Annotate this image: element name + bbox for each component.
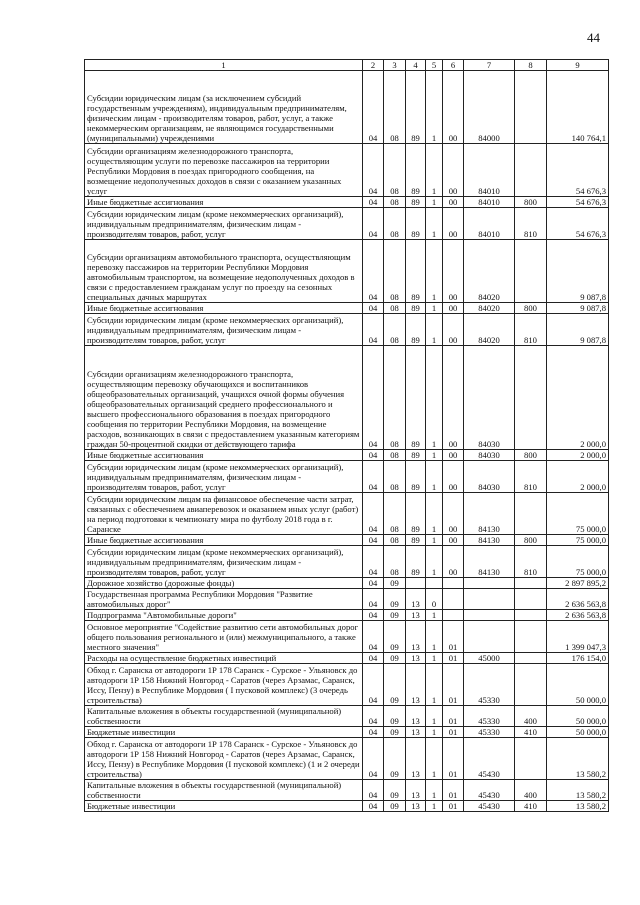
section-code-cell: 04 — [363, 780, 384, 801]
row-name-cell: Иные бюджетные ассигнования — [85, 303, 363, 314]
expense-type-code-cell: 810 — [515, 461, 547, 493]
subsection-code-cell: 09 — [384, 801, 406, 812]
table-row — [85, 706, 609, 727]
section-code-cell: 04 — [363, 578, 384, 589]
subsection-code-cell: 09 — [384, 610, 406, 621]
table-row — [85, 346, 609, 450]
direction-code-cell — [464, 610, 515, 621]
section-code-cell: 04 — [363, 303, 384, 314]
header-cell: 6 — [443, 60, 464, 71]
direction-code-cell: 84030 — [464, 461, 515, 493]
subsection-code-cell: 09 — [384, 578, 406, 589]
subprogram-code-cell: 1 — [426, 610, 443, 621]
table-row — [85, 780, 609, 801]
amount-cell: 1 399 047,3 — [547, 621, 609, 653]
amount-cell: 9 087,8 — [547, 303, 609, 314]
expense-type-code-cell: 810 — [515, 314, 547, 346]
subsection-code-cell: 09 — [384, 589, 406, 610]
table-row — [85, 546, 609, 578]
section-code-cell: 04 — [363, 71, 384, 144]
event-code-cell: 00 — [443, 314, 464, 346]
subsection-code-cell: 08 — [384, 535, 406, 546]
expense-type-code-cell — [515, 240, 547, 303]
program-code-cell: 89 — [406, 546, 426, 578]
program-code-cell: 13 — [406, 664, 426, 706]
amount-cell: 50 000,0 — [547, 727, 609, 738]
direction-code-cell: 84130 — [464, 493, 515, 535]
row-name-cell: Капитальные вложения в объекты государственной (муниципальной) собственности — [85, 780, 363, 801]
direction-code-cell: 84130 — [464, 535, 515, 546]
amount-cell: 75 000,0 — [547, 535, 609, 546]
program-code-cell: 13 — [406, 727, 426, 738]
section-code-cell: 04 — [363, 346, 384, 450]
event-code-cell: 01 — [443, 738, 464, 780]
event-code-cell: 00 — [443, 535, 464, 546]
subsection-code-cell: 08 — [384, 493, 406, 535]
program-code-cell: 89 — [406, 493, 426, 535]
event-code-cell: 00 — [443, 303, 464, 314]
subsection-code-cell: 09 — [384, 621, 406, 653]
subprogram-code-cell: 1 — [426, 303, 443, 314]
expense-type-code-cell: 810 — [515, 208, 547, 240]
subprogram-code-cell: 1 — [426, 706, 443, 727]
table-row — [85, 197, 609, 208]
expense-type-code-cell: 400 — [515, 706, 547, 727]
direction-code-cell: 84000 — [464, 71, 515, 144]
program-code-cell: 13 — [406, 610, 426, 621]
table-row — [85, 303, 609, 314]
event-code-cell: 01 — [443, 801, 464, 812]
amount-cell: 2 636 563,8 — [547, 610, 609, 621]
subsection-code-cell: 08 — [384, 197, 406, 208]
table-row — [85, 589, 609, 610]
subprogram-code-cell: 1 — [426, 801, 443, 812]
table-row — [85, 314, 609, 346]
program-code-cell: 89 — [406, 208, 426, 240]
row-name-cell: Расходы на осуществление бюджетных инвестиций — [85, 653, 363, 664]
amount-cell: 2 000,0 — [547, 346, 609, 450]
event-code-cell — [443, 589, 464, 610]
direction-code-cell: 84010 — [464, 197, 515, 208]
header-cell: 8 — [515, 60, 547, 71]
amount-cell: 2 636 563,8 — [547, 589, 609, 610]
subprogram-code-cell — [426, 578, 443, 589]
amount-cell: 54 676,3 — [547, 197, 609, 208]
expense-type-code-cell — [515, 589, 547, 610]
subprogram-code-cell: 1 — [426, 535, 443, 546]
header-cell: 7 — [464, 60, 515, 71]
row-name-cell: Бюджетные инвестиции — [85, 801, 363, 812]
section-code-cell: 04 — [363, 738, 384, 780]
table-row — [85, 461, 609, 493]
subsection-code-cell: 08 — [384, 144, 406, 197]
section-code-cell: 04 — [363, 621, 384, 653]
amount-cell: 2 000,0 — [547, 461, 609, 493]
expense-type-code-cell: 800 — [515, 197, 547, 208]
expense-type-code-cell — [515, 621, 547, 653]
event-code-cell: 00 — [443, 346, 464, 450]
expense-type-code-cell: 410 — [515, 727, 547, 738]
row-name-cell: Субсидии организациям автомобильного транспорта, осуществляющим перевозку пассажиров на территории Республики Мордовия автомобильным транспортом, на возмещение недополученных доходов в связи с предоставлением гражданам услуг по проезду на сезонных специальных дачных маршрутах — [85, 240, 363, 303]
program-code-cell: 89 — [406, 197, 426, 208]
table-row — [85, 144, 609, 197]
subsection-code-cell: 09 — [384, 738, 406, 780]
subprogram-code-cell: 1 — [426, 621, 443, 653]
program-code-cell: 89 — [406, 144, 426, 197]
section-code-cell: 04 — [363, 144, 384, 197]
amount-cell: 50 000,0 — [547, 664, 609, 706]
subsection-code-cell: 09 — [384, 653, 406, 664]
amount-cell: 140 764,1 — [547, 71, 609, 144]
expense-type-code-cell — [515, 346, 547, 450]
event-code-cell: 00 — [443, 493, 464, 535]
subprogram-code-cell: 1 — [426, 346, 443, 450]
row-name-cell: Обход г. Саранска от автодороги 1Р 178 Саранск - Сурское - Ульяновск до автодороги 1Р 158 Нижний Новгород - Саратов (через Арзамас, Саранск, Исcу, Пензу) в Республике Мордовия ( I пусковой комплекс) (3 очередь строительства) — [85, 664, 363, 706]
section-code-cell: 04 — [363, 727, 384, 738]
subprogram-code-cell: 1 — [426, 493, 443, 535]
amount-cell: 2 897 895,2 — [547, 578, 609, 589]
section-code-cell: 04 — [363, 208, 384, 240]
program-code-cell: 13 — [406, 780, 426, 801]
program-code-cell: 13 — [406, 801, 426, 812]
program-code-cell: 89 — [406, 450, 426, 461]
expense-type-code-cell — [515, 71, 547, 144]
event-code-cell: 00 — [443, 450, 464, 461]
subsection-code-cell: 08 — [384, 208, 406, 240]
header-cell: 3 — [384, 60, 406, 71]
subprogram-code-cell: 1 — [426, 314, 443, 346]
expense-type-code-cell — [515, 664, 547, 706]
row-name-cell: Государственная программа Республики Мордовия "Развитие автомобильных дорог" — [85, 589, 363, 610]
table-row — [85, 450, 609, 461]
row-name-cell: Подпрограмма "Автомобильные дороги" — [85, 610, 363, 621]
direction-code-cell: 84020 — [464, 314, 515, 346]
row-name-cell: Иные бюджетные ассигнования — [85, 197, 363, 208]
expense-type-code-cell: 410 — [515, 801, 547, 812]
table-row — [85, 610, 609, 621]
subsection-code-cell: 08 — [384, 450, 406, 461]
amount-cell: 9 087,8 — [547, 240, 609, 303]
program-code-cell: 89 — [406, 535, 426, 546]
event-code-cell: 00 — [443, 208, 464, 240]
section-code-cell: 04 — [363, 610, 384, 621]
subprogram-code-cell: 1 — [426, 461, 443, 493]
program-code-cell: 89 — [406, 346, 426, 450]
direction-code-cell: 84020 — [464, 240, 515, 303]
subprogram-code-cell: 1 — [426, 780, 443, 801]
header-row — [85, 60, 609, 71]
subprogram-code-cell: 1 — [426, 450, 443, 461]
event-code-cell: 01 — [443, 727, 464, 738]
subprogram-code-cell: 1 — [426, 240, 443, 303]
program-code-cell: 89 — [406, 240, 426, 303]
row-name-cell: Субсидии юридическим лицам (кроме некоммерческих организаций), индивидуальным предпринимателям, физическим лицам - производителям товаров, работ, услуг — [85, 461, 363, 493]
direction-code-cell: 45430 — [464, 801, 515, 812]
event-code-cell: 01 — [443, 706, 464, 727]
direction-code-cell: 84030 — [464, 346, 515, 450]
event-code-cell: 01 — [443, 653, 464, 664]
table-row — [85, 653, 609, 664]
row-name-cell: Капитальные вложения в объекты государственной (муниципальной) собственности — [85, 706, 363, 727]
row-name-cell: Субсидии юридическим лицам (кроме некоммерческих организаций), индивидуальным предпринимателям, физическим лицам - производителям товаров, работ, услуг — [85, 314, 363, 346]
expense-type-code-cell — [515, 738, 547, 780]
header-cell: 4 — [406, 60, 426, 71]
section-code-cell: 04 — [363, 314, 384, 346]
amount-cell: 13 580,2 — [547, 801, 609, 812]
subprogram-code-cell: 1 — [426, 664, 443, 706]
expense-type-code-cell — [515, 493, 547, 535]
direction-code-cell: 84020 — [464, 303, 515, 314]
table-row — [85, 240, 609, 303]
table-row — [85, 801, 609, 812]
section-code-cell: 04 — [363, 706, 384, 727]
program-code-cell: 89 — [406, 314, 426, 346]
subsection-code-cell: 09 — [384, 664, 406, 706]
subsection-code-cell: 08 — [384, 314, 406, 346]
expense-type-code-cell: 800 — [515, 450, 547, 461]
expense-type-code-cell — [515, 578, 547, 589]
row-name-cell: Субсидии организациям железнодорожного транспорта, осуществляющим перевозку обучающихся и воспитанников общеобразовательных организаций, учащихся очной формы обучения общеобразовательных организаций среднего профессионального и высшего профессионального образования в поездах пригородного сообщения по территории Республики Мордовия, на возмещение расходов, возникающих в связи с предоставлением указанным категориям граждан 50-процентной скидки от действующего тарифа — [85, 346, 363, 450]
subsection-code-cell: 08 — [384, 546, 406, 578]
subsection-code-cell: 08 — [384, 303, 406, 314]
subprogram-code-cell: 1 — [426, 546, 443, 578]
row-name-cell: Дорожное хозяйство (дорожные фонды) — [85, 578, 363, 589]
section-code-cell: 04 — [363, 546, 384, 578]
program-code-cell: 89 — [406, 461, 426, 493]
table-row — [85, 578, 609, 589]
section-code-cell: 04 — [363, 450, 384, 461]
header-cell: 1 — [85, 60, 363, 71]
budget-table — [84, 59, 609, 812]
subprogram-code-cell: 0 — [426, 589, 443, 610]
row-name-cell: Иные бюджетные ассигнования — [85, 535, 363, 546]
subprogram-code-cell: 1 — [426, 197, 443, 208]
section-code-cell: 04 — [363, 197, 384, 208]
program-code-cell: 13 — [406, 653, 426, 664]
expense-type-code-cell: 800 — [515, 535, 547, 546]
subsection-code-cell: 08 — [384, 71, 406, 144]
subsection-code-cell: 09 — [384, 780, 406, 801]
table-row — [85, 738, 609, 780]
subsection-code-cell: 08 — [384, 346, 406, 450]
direction-code-cell: 84010 — [464, 144, 515, 197]
expense-type-code-cell: 810 — [515, 546, 547, 578]
program-code-cell: 89 — [406, 303, 426, 314]
subsection-code-cell: 09 — [384, 727, 406, 738]
row-name-cell: Субсидии юридическим лицам на финансовое обеспечение части затрат, связанных с обеспечением авиаперевозок и оказанием иных услуг (работ) на период подготовки к чемпионату мира по футболу 2018 года в г. Саранске — [85, 493, 363, 535]
amount-cell: 54 676,3 — [547, 144, 609, 197]
expense-type-code-cell: 800 — [515, 303, 547, 314]
direction-code-cell: 45000 — [464, 653, 515, 664]
row-name-cell: Субсидии юридическим лицам (за исключением субсидий государственным учреждениям), индивидуальным предпринимателям, физическим лицам - производителям товаров, работ, услуг, а также некоммерческим организациям, не являющимся государственными (муниципальными) учреждениями — [85, 71, 363, 144]
row-name-cell: Иные бюджетные ассигнования — [85, 450, 363, 461]
event-code-cell: 01 — [443, 621, 464, 653]
header-cell: 5 — [426, 60, 443, 71]
direction-code-cell — [464, 589, 515, 610]
expense-type-code-cell — [515, 610, 547, 621]
event-code-cell: 00 — [443, 240, 464, 303]
table-row — [85, 621, 609, 653]
event-code-cell: 00 — [443, 197, 464, 208]
amount-cell: 13 580,2 — [547, 738, 609, 780]
subsection-code-cell: 08 — [384, 240, 406, 303]
program-code-cell: 13 — [406, 706, 426, 727]
section-code-cell: 04 — [363, 535, 384, 546]
table-row — [85, 664, 609, 706]
direction-code-cell: 45330 — [464, 664, 515, 706]
direction-code-cell — [464, 578, 515, 589]
amount-cell: 50 000,0 — [547, 706, 609, 727]
event-code-cell: 00 — [443, 71, 464, 144]
table-row — [85, 208, 609, 240]
direction-code-cell: 45330 — [464, 706, 515, 727]
direction-code-cell: 45430 — [464, 780, 515, 801]
row-name-cell: Бюджетные инвестиции — [85, 727, 363, 738]
direction-code-cell — [464, 621, 515, 653]
section-code-cell: 04 — [363, 589, 384, 610]
table-row — [85, 71, 609, 144]
event-code-cell — [443, 610, 464, 621]
amount-cell: 176 154,0 — [547, 653, 609, 664]
header-cell: 9 — [547, 60, 609, 71]
amount-cell: 75 000,0 — [547, 546, 609, 578]
amount-cell: 75 000,0 — [547, 493, 609, 535]
row-name-cell: Субсидии юридическим лицам (кроме некоммерческих организаций), индивидуальным предпринимателям, физическим лицам - производителям товаров, работ, услуг — [85, 546, 363, 578]
section-code-cell: 04 — [363, 461, 384, 493]
subprogram-code-cell: 1 — [426, 144, 443, 197]
section-code-cell: 04 — [363, 493, 384, 535]
table-row — [85, 535, 609, 546]
direction-code-cell: 84010 — [464, 208, 515, 240]
amount-cell: 13 580,2 — [547, 780, 609, 801]
event-code-cell — [443, 578, 464, 589]
program-code-cell: 13 — [406, 589, 426, 610]
section-code-cell: 04 — [363, 240, 384, 303]
subprogram-code-cell: 1 — [426, 738, 443, 780]
subsection-code-cell: 08 — [384, 461, 406, 493]
direction-code-cell: 84030 — [464, 450, 515, 461]
program-code-cell: 13 — [406, 738, 426, 780]
direction-code-cell: 45330 — [464, 727, 515, 738]
row-name-cell: Обход г. Саранска от автодороги 1Р 178 Саранск - Сурское - Ульяновск до автодороги 1Р 158 Нижний Новгород - Саратов (через Арзамас, Саранск, Исcу, Пензу) в Республике Мордовия (I пусковой комплекс) (1 и 2 очереди строительства) — [85, 738, 363, 780]
direction-code-cell: 45430 — [464, 738, 515, 780]
section-code-cell: 04 — [363, 801, 384, 812]
section-code-cell: 04 — [363, 664, 384, 706]
expense-type-code-cell — [515, 653, 547, 664]
subprogram-code-cell: 1 — [426, 71, 443, 144]
expense-type-code-cell — [515, 144, 547, 197]
amount-cell: 54 676,3 — [547, 208, 609, 240]
expense-type-code-cell: 400 — [515, 780, 547, 801]
page-number: 44 — [587, 30, 600, 45]
table-row — [85, 493, 609, 535]
event-code-cell: 01 — [443, 780, 464, 801]
header-cell: 2 — [363, 60, 384, 71]
program-code-cell: 89 — [406, 71, 426, 144]
direction-code-cell: 84130 — [464, 546, 515, 578]
subprogram-code-cell: 1 — [426, 208, 443, 240]
event-code-cell: 00 — [443, 546, 464, 578]
row-name-cell: Субсидии организациям железнодорожного транспорта, осуществляющим услуги по перевозке пассажиров на территории Республики Мордовия в поездах пригородного сообщения, на возмещение недополученных доходов в связи с оказанием указанных услуг — [85, 144, 363, 197]
amount-cell: 2 000,0 — [547, 450, 609, 461]
row-name-cell: Субсидии юридическим лицам (кроме некоммерческих организаций), индивидуальным предпринимателям, физическим лицам - производителям товаров, работ, услуг — [85, 208, 363, 240]
amount-cell: 9 087,8 — [547, 314, 609, 346]
event-code-cell: 00 — [443, 461, 464, 493]
row-name-cell: Основное мероприятие "Содействие развитию сети автомобильных дорог общего пользования регионального и (или) межмуниципального, а также местного значения" — [85, 621, 363, 653]
subsection-code-cell: 09 — [384, 706, 406, 727]
subprogram-code-cell: 1 — [426, 727, 443, 738]
table-row — [85, 727, 609, 738]
subprogram-code-cell: 1 — [426, 653, 443, 664]
event-code-cell: 01 — [443, 664, 464, 706]
event-code-cell: 00 — [443, 144, 464, 197]
program-code-cell — [406, 578, 426, 589]
section-code-cell: 04 — [363, 653, 384, 664]
program-code-cell: 13 — [406, 621, 426, 653]
